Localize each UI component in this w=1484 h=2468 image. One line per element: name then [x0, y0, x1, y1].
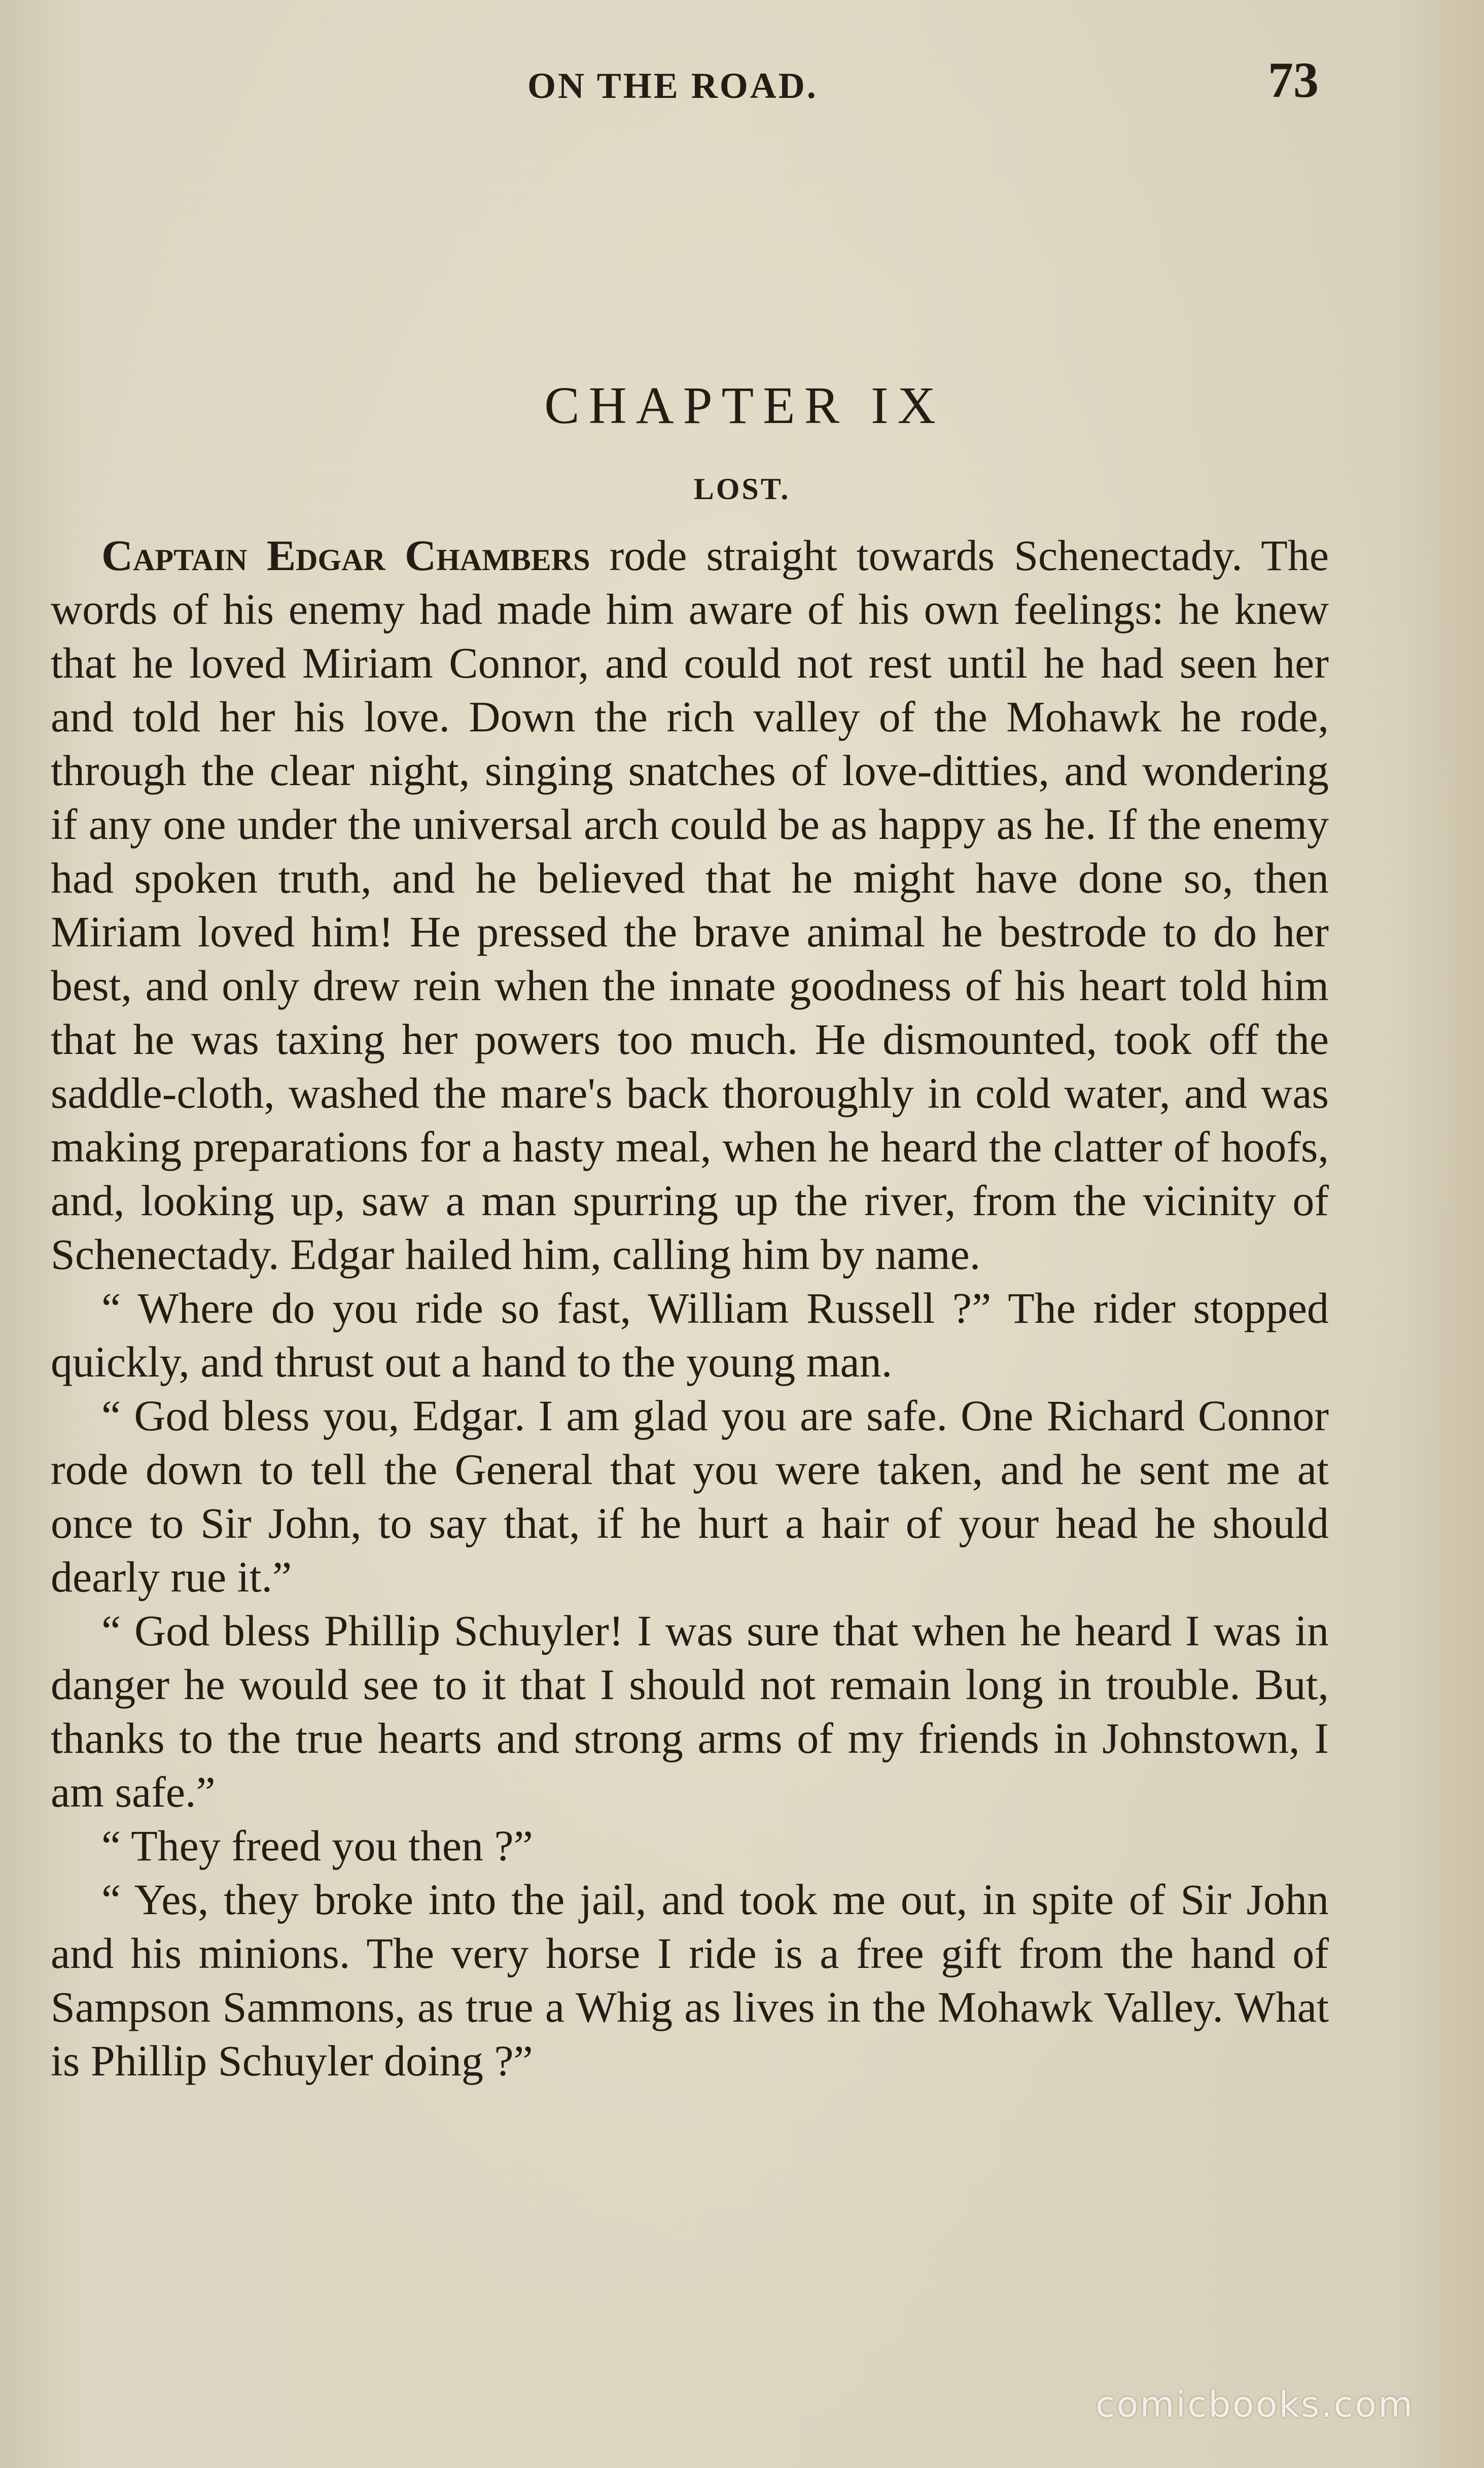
watermark: comicbooks.com: [1096, 2384, 1415, 2425]
running-head: ON THE ROAD.: [527, 65, 818, 106]
chapter-subtitle: LOST.: [693, 472, 791, 506]
paragraph-3: “ God bless you, Edgar. I am glad you are safe. One Richard Connor rode down to tell the General that you were taken, and he sent me at once to Sir John, to say that, if he hurt a hair of your head he should dearly rue it.”: [51, 1391, 1329, 1601]
paragraph-1-text: rode straight towards Schenectady. The words of his enemy had made him aware of his own feelings: he knew that he loved Miriam Connor, and could not rest until he had seen her and told her his love. Down the rich valley of the Mohawk he rode, through the clear night, singing snatches of love-ditties, and wondering if any one under the universal arch could be as happy as he. If the enemy had spoken truth, and he believed that he might have done so, then Miriam loved him! He pressed the brave animal he bestrode to do her best, and only drew rein when the innate goodness of his heart told him that he was taxing her powers too much. He dismounted, took off the saddle-cloth, washed the mare's back thoroughly in cold water, and was making preparations for a hasty meal, when he heard the clatter of hoofs, and, looking up, saw a man spurring up the river, from the vicinity of Schenectady. Edgar hailed him, calling him by name.: [51, 531, 1329, 1279]
bleed-through-texture: [61, 167, 1354, 522]
chapter-title: CHAPTER IX: [544, 376, 945, 435]
paragraph-6: “ Yes, they broke into the jail, and took me out, in spite of Sir John and his minions. The very horse I ride is a free gift from the hand of Sampson Sammons, as true a Whig as lives in the Mohawk Valley. What is Phillip Schuyler doing ?”: [51, 1875, 1329, 2085]
paragraph-1: [51, 528, 1329, 1281]
page-number: 73: [1268, 52, 1319, 108]
paragraph-lead-in: Captain Edgar Chambers: [101, 531, 590, 580]
paragraph-2: “ Where do you ride so fast, William Russell ?” The rider stopped quickly, and thrust out a hand to the young man.: [51, 1284, 1329, 1386]
paragraph-4: “ God bless Phillip Schuyler! I was sure that when he heard I was in danger he would see to it that I should not remain long in trouble. But, thanks to the true hearts and strong arms of my friends in Johnstown, I am safe.”: [51, 1606, 1329, 1816]
paragraph-5: “ They freed you then ?”: [101, 1821, 533, 1870]
body-text: [51, 528, 1329, 2088]
